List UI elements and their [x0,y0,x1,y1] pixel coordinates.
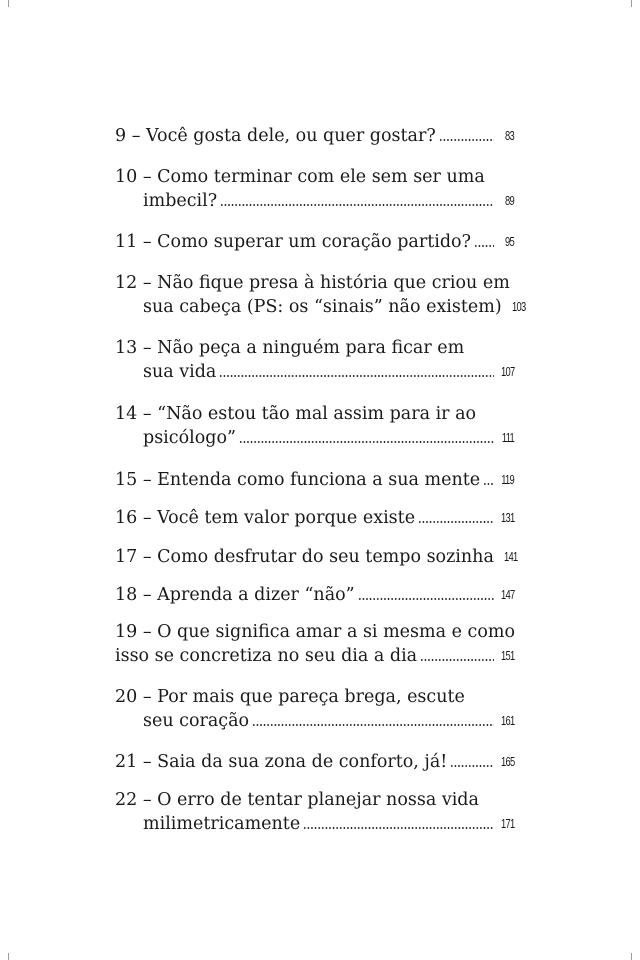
entry-title: 22 – O erro de tentar planejar nossa vida [115,790,479,810]
entry-title-cont: psicólogo” [143,428,236,448]
page-number: 103 [511,299,526,314]
entry-title: 17 – Como desfrutar do seu tempo sozinha [115,547,494,567]
dot-leader [358,598,494,600]
entry-title-cont: sua cabeça (PS: os “sinais” não existem) [143,297,502,317]
dot-leader [483,483,494,485]
toc-entry[interactable] [0,790,640,810]
entry-title-cont: isso se concretiza no seu dia a dia [115,646,418,666]
entry-title: 10 – Como terminar com ele sem ser uma [115,167,485,187]
toc-entry[interactable] [0,508,640,528]
entry-title: 16 – Você tem valor porque existe [115,508,416,528]
toc-entry-continuation[interactable] [0,428,640,448]
toc-entry[interactable] [0,622,640,642]
entry-title: 14 – “Não estou tão mal assim para ir ao [115,404,477,424]
toc-entry[interactable] [0,273,640,293]
entry-title: 15 – Entenda como funciona a sua mente [115,470,481,490]
entry-title: 21 – Saia da sua zona de conforto, já! [115,752,448,772]
toc-entry[interactable] [0,338,640,358]
toc-entry-continuation[interactable] [0,646,640,666]
dot-leader [219,375,494,377]
toc-entry[interactable] [0,167,640,187]
toc-entry-continuation[interactable] [0,297,640,317]
entry-title: 18 – Aprenda a dizer “não” [115,585,355,605]
entry-title-cont: seu coração [143,711,250,731]
crop-mark-bottom-right [631,953,632,960]
entry-title: 19 – O que significa amar a si mesma e como [115,622,515,642]
page-number: 83 [505,128,514,143]
entry-title: 9 – Você gosta dele, ou quer gostar? [115,126,436,146]
toc-entry[interactable] [0,126,640,146]
page-number: 151 [501,648,515,663]
dot-leader [450,765,494,767]
toc-entry[interactable] [0,687,640,707]
toc-entry-continuation[interactable] [0,362,640,382]
toc-entry-continuation[interactable] [0,711,640,731]
crop-mark-top-right [631,0,632,7]
dot-leader [474,245,494,247]
page-number: 147 [501,587,515,602]
dot-leader [420,659,494,661]
toc-entry-continuation[interactable] [0,814,640,834]
toc-entry-continuation[interactable] [0,191,640,211]
crop-mark-bottom-left [8,953,9,960]
toc-entry[interactable] [0,470,640,490]
toc-entry[interactable] [0,547,640,567]
page-number: 95 [505,234,514,249]
page-number: 119 [501,472,514,487]
page-number: 107 [501,364,515,379]
toc-entry[interactable] [0,404,640,424]
toc-entry[interactable] [0,232,640,252]
dot-leader [418,521,494,523]
dot-leader [239,441,494,443]
entry-title-cont: milimetricamente [143,814,301,834]
toc-entry[interactable] [0,585,640,605]
table-of-contents [0,120,640,834]
page-number: 141 [503,549,518,564]
entry-title-cont: imbecil? [143,191,218,211]
dot-leader [220,204,494,206]
entry-title: 11 – Como superar um coração partido? [115,232,471,252]
page-number: 171 [501,816,515,831]
entry-title: 13 – Não peça a ninguém para ficar em [115,338,465,358]
page-number: 89 [505,193,514,208]
page-number: 165 [501,754,515,769]
page-number: 131 [501,510,515,525]
entry-title: 20 – Por mais que pareça brega, escute [115,687,465,707]
crop-mark-top-left [8,0,9,7]
dot-leader [439,139,494,141]
entry-title: 12 – Não fique presa à história que criou em [115,273,510,293]
dot-leader [303,827,494,829]
entry-title-cont: sua vida [143,362,217,382]
toc-entry[interactable] [0,752,640,772]
page-number: 161 [501,713,515,728]
dot-leader [252,724,494,726]
page-number: 111 [501,430,514,445]
